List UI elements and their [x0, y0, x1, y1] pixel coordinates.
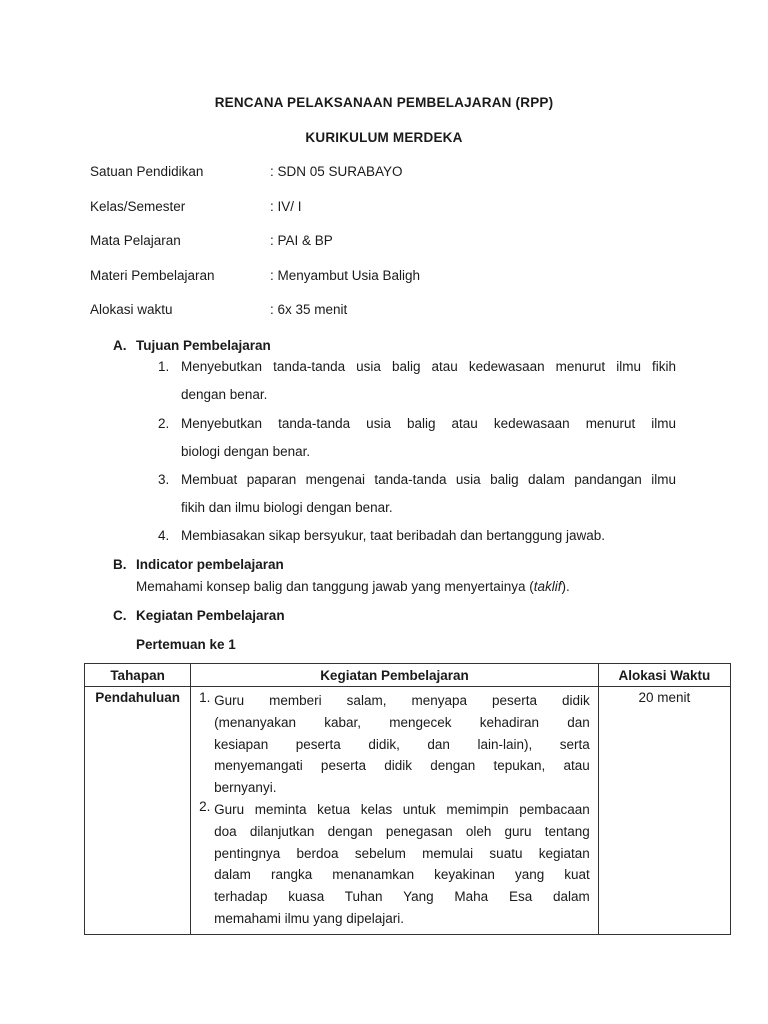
activity-table: [84, 663, 731, 935]
activity-line: bernyanyi.: [214, 780, 277, 796]
document-title: RENCANA PELAKSANAAN PEMBELAJARAN (RPP): [214, 95, 554, 110]
info-label: Kelas/Semester: [90, 199, 186, 214]
table-header-row: [85, 664, 731, 687]
info-label: Alokasi waktu: [90, 302, 173, 317]
activity-number: 1.: [199, 690, 211, 705]
info-value: : IV/ I: [270, 199, 302, 214]
list-number: 2.: [158, 416, 170, 431]
list-item-line: Membuat paparan mengenai tanda-tanda usia balig dalam pandangan ilmu: [181, 472, 676, 487]
activity-line: kesiapan peserta didik, dan lain-lain), serta: [214, 736, 590, 752]
table-header: Kegiatan Pembelajaran: [191, 664, 599, 687]
indicator-text-after: ).: [561, 579, 570, 594]
table-cell-kegiatan: [191, 687, 599, 935]
activity-item: [199, 799, 590, 930]
info-value: : Menyambut Usia Baligh: [270, 268, 421, 283]
indicator-text-before: Memahami konsep balig dan tanggung jawab yang menyertainya (: [136, 579, 534, 594]
info-value: : SDN 05 SURABAYO: [270, 164, 403, 179]
list-item-line: Menyebutkan tanda-tanda usia balig atau kedewasaan menurut ilmu: [181, 416, 676, 431]
info-label: Mata Pelajaran: [90, 233, 181, 248]
activity-line: (menanyakan kabar, mengecek kehadiran dan: [214, 714, 590, 730]
indicator-text-italic: taklif: [533, 579, 562, 594]
indicator-text: [136, 579, 570, 594]
section-b-letter: B.: [113, 557, 127, 572]
activity-line: memahami ilmu yang dipelajari.: [214, 910, 404, 926]
section-a-letter: A.: [113, 338, 127, 353]
meeting-title: Pertemuan ke 1: [136, 637, 236, 652]
table-header: Tahapan: [85, 664, 191, 687]
info-value: : 6x 35 menit: [270, 302, 348, 317]
activity-line: Guru meminta ketua kelas untuk memimpin pembacaan: [214, 801, 590, 817]
section-c-letter: C.: [113, 608, 127, 623]
activity-line: pentingnya berdoa sebelum memulai suatu kegiatan: [214, 845, 590, 861]
table-cell-alokasi: 20 menit: [598, 687, 730, 935]
activity-number: 2.: [199, 798, 211, 814]
list-number: 3.: [158, 472, 170, 487]
info-label: Satuan Pendidikan: [90, 164, 204, 179]
list-item-line: Menyebutkan tanda-tanda usia balig atau kedewasaan menurut ilmu fikih: [181, 359, 676, 374]
list-item-line: fikih dan ilmu biologi dengan benar.: [181, 500, 393, 515]
info-value: : PAI & BP: [270, 233, 333, 248]
document-subtitle: KURIKULUM MERDEKA: [305, 130, 463, 145]
list-number: 1.: [158, 359, 170, 374]
activity-line: doa dilanjutkan dengan penegasan oleh guru tentang: [214, 823, 590, 839]
list-item-line: dengan benar.: [181, 387, 268, 402]
activity-line: menyemangati peserta didik dengan tepukan, atau: [214, 758, 590, 774]
activity-line: terhadap kuasa Tuhan Yang Maha Esa dalam: [214, 889, 590, 905]
section-c-title: Kegiatan Pembelajaran: [136, 608, 285, 623]
list-item-line: Membiasakan sikap bersyukur, taat beribadah dan bertanggung jawab.: [181, 528, 606, 543]
activity-item: [199, 690, 590, 799]
table-header: Alokasi Waktu: [598, 664, 730, 687]
section-a-title: Tujuan Pembelajaran: [136, 338, 271, 353]
section-b-title: Indicator pembelajaran: [136, 557, 284, 572]
activity-line: dalam rangka menanamkan keyakinan yang kuat: [214, 867, 590, 883]
list-item-line: biologi dengan benar.: [181, 444, 311, 459]
info-label: Materi Pembelajaran: [90, 268, 215, 283]
activity-line: Guru memberi salam, menyapa peserta didik: [214, 693, 590, 708]
table-cell-tahapan: Pendahuluan: [85, 687, 191, 935]
list-number: 4.: [158, 528, 170, 543]
table-row: [85, 687, 731, 935]
